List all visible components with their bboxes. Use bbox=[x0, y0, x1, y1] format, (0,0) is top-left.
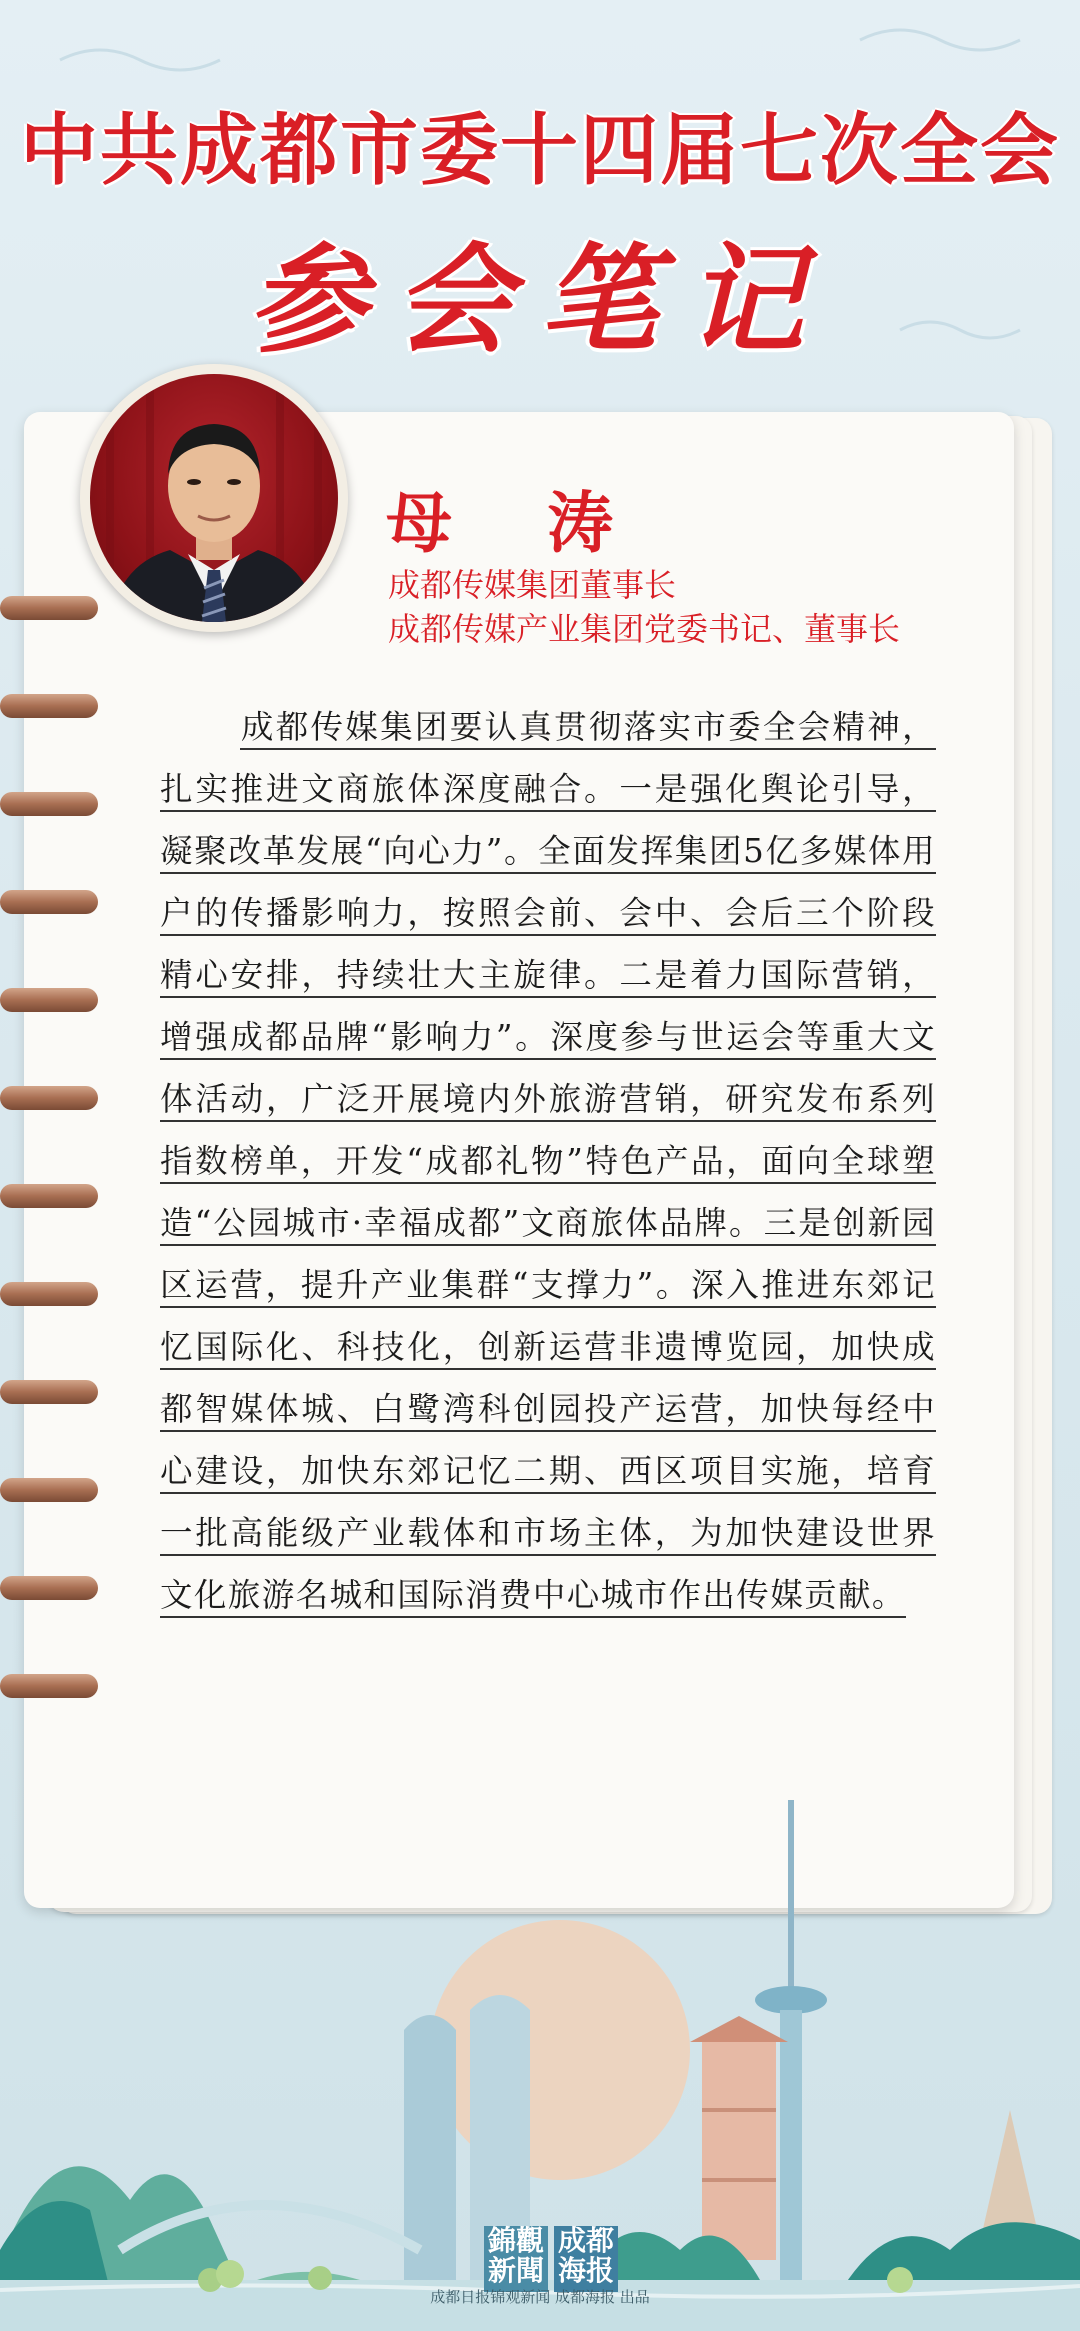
ring-set bbox=[0, 596, 98, 1698]
person-role-1: 成都传媒集团董事长 bbox=[388, 566, 677, 604]
logo-text: 錦觀 bbox=[487, 2224, 544, 2257]
person-role-2: 成都传媒产业集团党委书记、董事长 bbox=[388, 610, 901, 648]
article-text: 成都传媒集团要认真贯彻落实市委全会精神，扎实推进文商旅体深度融合。一是强化舆论引导，凝聚改革发展“向心力”。全面发挥集团5亿多媒体用户的传播影响力，按照会前、会中、会后三个阶段精心安排，持续壮大主旋律。二是着力国际营销，增强成都品牌“影响力”。深度参与世运会等重大文体活动，广泛开展境内外旅游营销，研究发布系列指数榜单，开发“成都礼物”特色产品，面向全球塑造“公园城市·幸福成都”文商旅体品牌。三是创新园区运营，提升产业集群“支撑力”。深入推进东郊记忆国际化、科技化，创新运营非遗博览园，加快成都智媒体城、白鹭湾科创园投产运营，加快每经中心建设，加快东郊记忆二期、西区项目实施，培育一批高能级产业载体和市场主体，为加快建设世界文化旅游名城和国际消费中心城市作出传媒贡献。 bbox=[160, 708, 936, 1618]
avatar bbox=[90, 374, 338, 622]
headline-subtitle: 参会笔记 bbox=[247, 230, 832, 369]
jinguan-news-logo bbox=[484, 2226, 548, 2292]
headline-title: 中共成都市委十四届七次全会 bbox=[19, 106, 1060, 196]
cloud-decoration bbox=[0, 0, 1080, 420]
article-body bbox=[160, 696, 936, 1626]
chengdu-poster-logo bbox=[554, 2226, 618, 2292]
footer-credit: 成都日报锦观新闻 成都海报 出品 bbox=[430, 2288, 650, 2306]
logo-text: 新聞 bbox=[487, 2254, 544, 2287]
person-name: 母 涛 bbox=[386, 484, 649, 562]
spiral-binding bbox=[0, 560, 110, 1740]
avatar-frame bbox=[80, 364, 348, 632]
logo-text: 海报 bbox=[557, 2254, 614, 2287]
logo-text: 成都 bbox=[557, 2224, 614, 2257]
